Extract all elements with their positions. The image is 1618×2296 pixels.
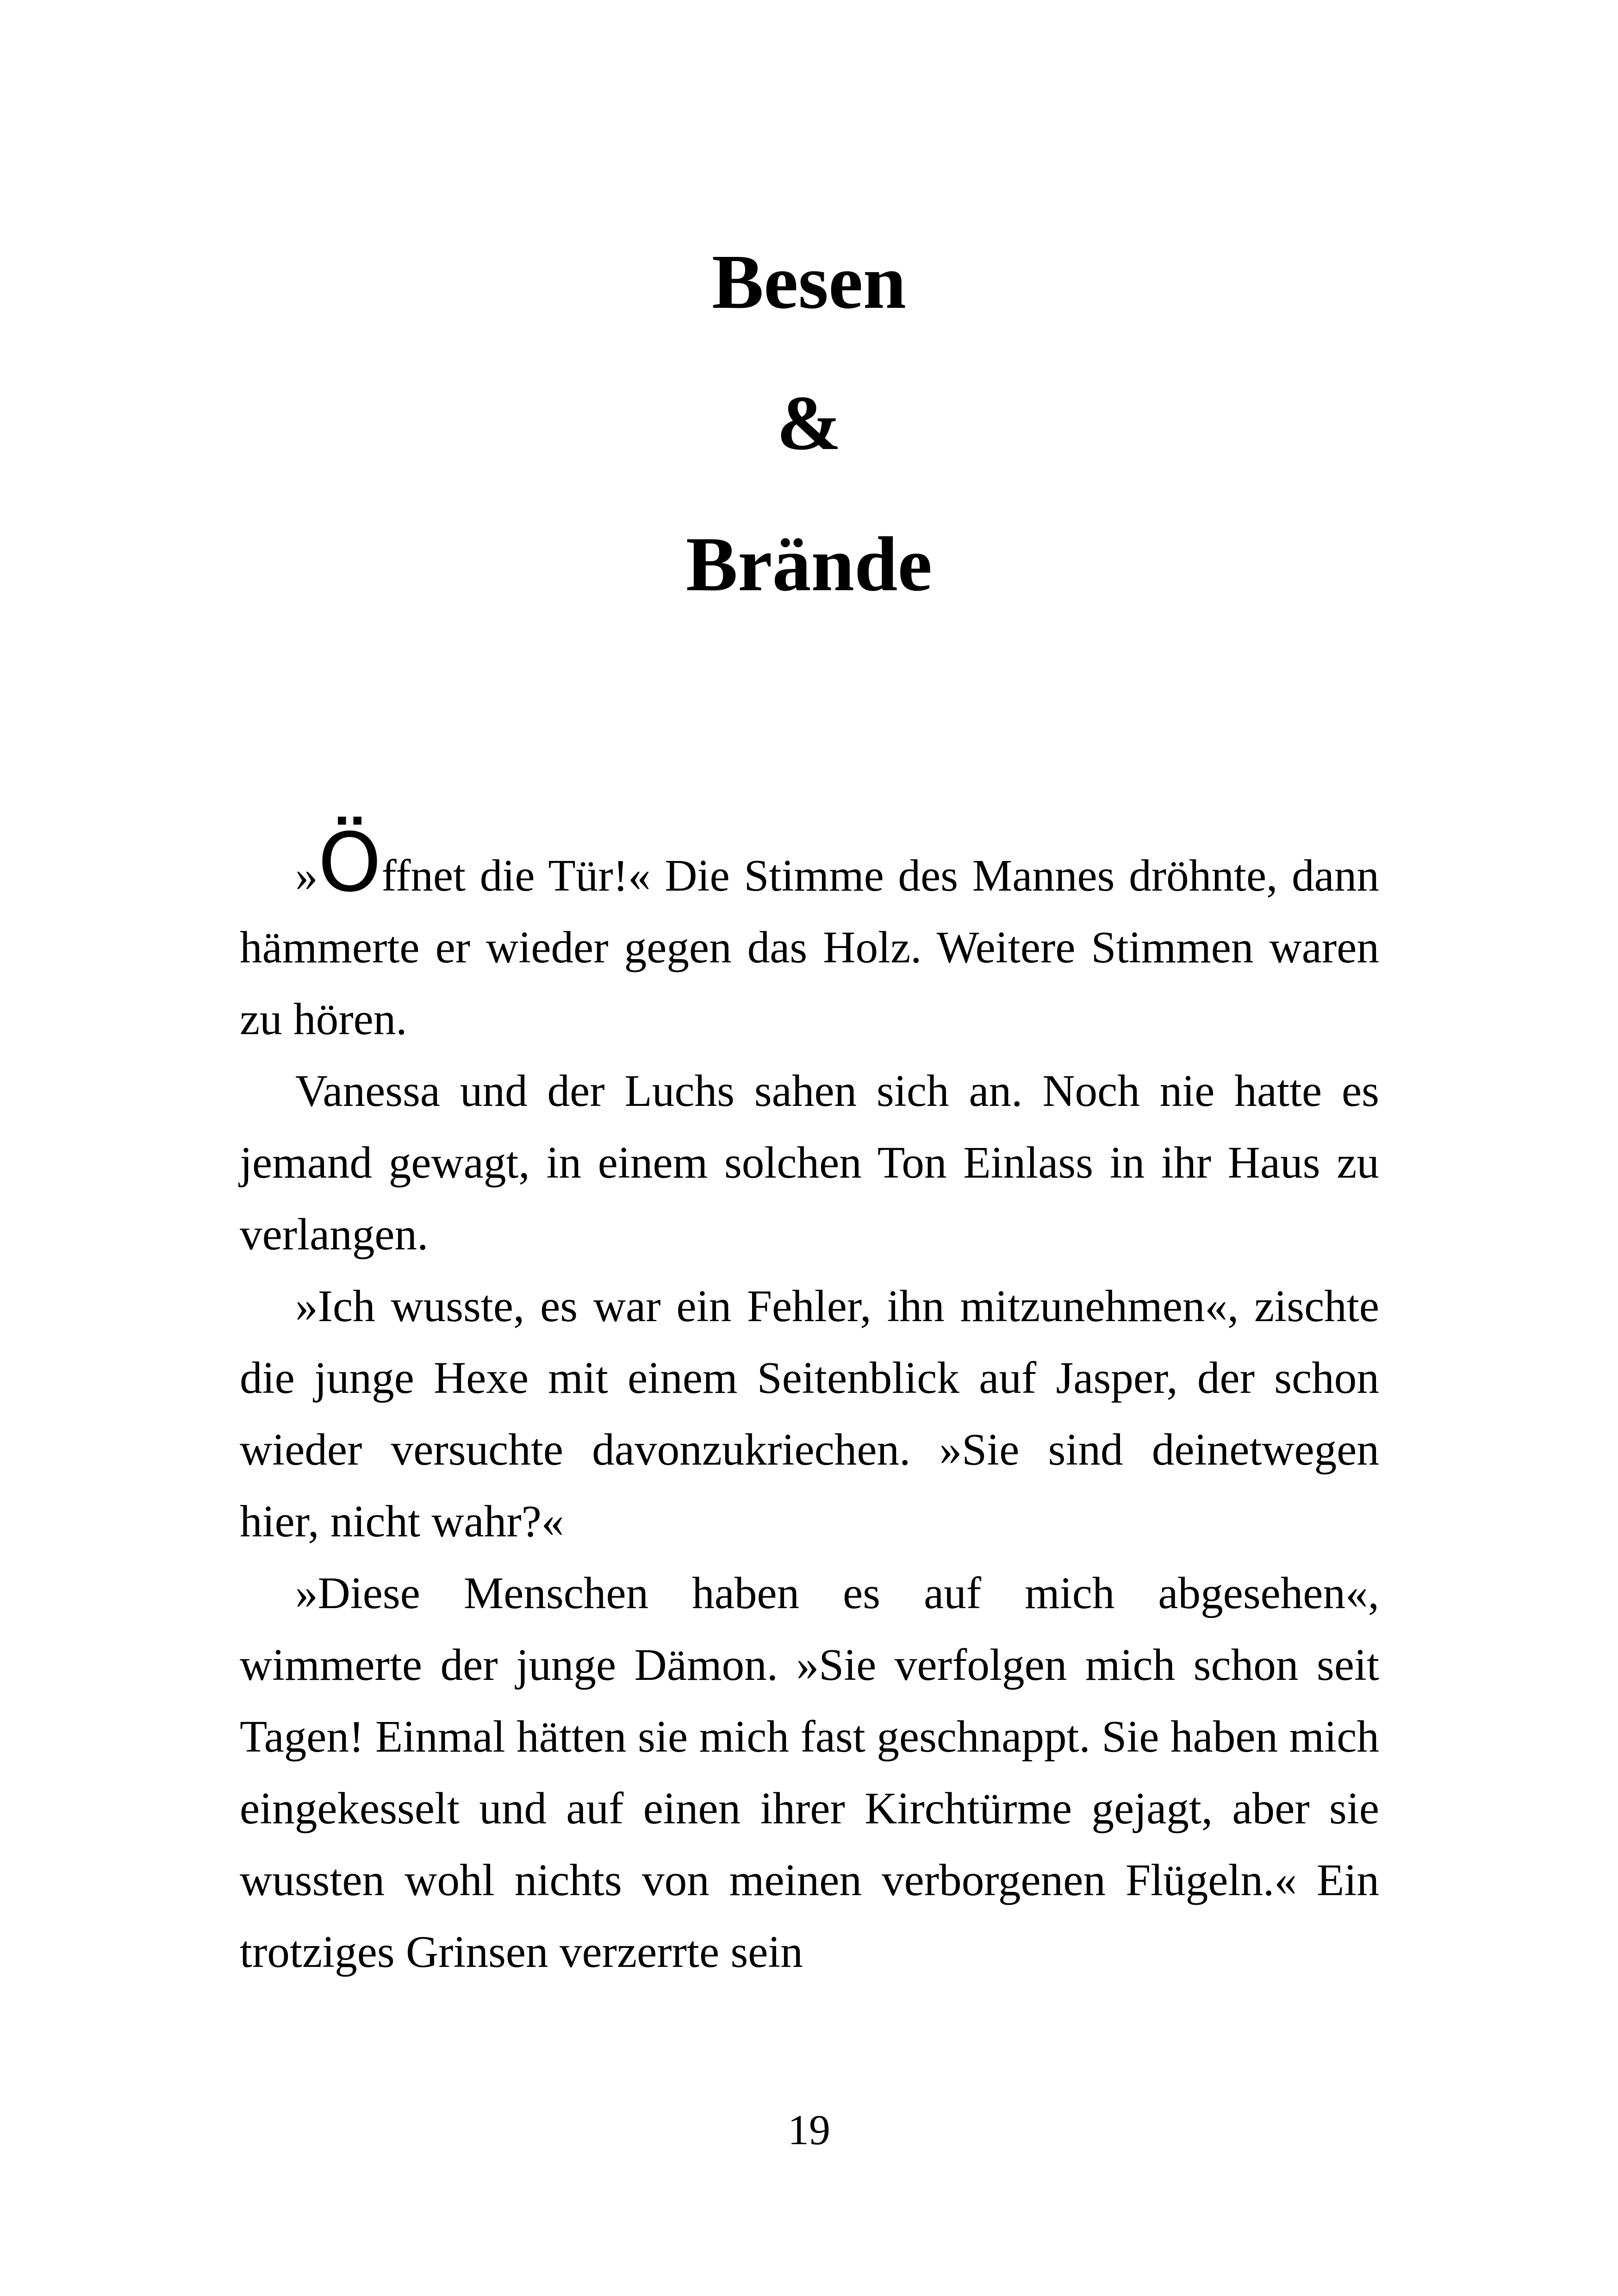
chapter-body-text [240,816,1379,1988]
paragraph: Vanessa und der Luchs sahen sich an. Noch nie hatte es jemand gewagt, in einem solchen Ton Einlass in ihr Haus zu verlangen. [240,1066,1379,1260]
paragraph: »Diese Menschen haben es auf mich abgesehen«, wimmerte der junge Dämon. »Sie verfolgen mich schon seit Tagen! Einmal hätten sie mich fast geschnappt. Sie haben mich eingekesselt und auf einen ihrer Kirchtürme gejagt, aber sie wussten wohl nichts von meinen verborgenen Flügeln.« Ein trotziges Grinsen verzerrte sein [240,1568,1379,1977]
drop-cap: Ö [317,816,382,910]
chapter-title-line-1: Besen [712,239,906,325]
chapter-title-ampersand: & [777,380,841,466]
opening-quote: » [295,851,318,901]
page-number: 19 [788,2106,830,2153]
chapter-title-line-3: Brände [685,521,933,607]
paragraph-text: ffnet die Tür!« Die Stimme des Mannes dröhnte, dann hämmerte er wieder gegen das Holz. Weitere Stimmen waren zu hören. [240,851,1379,1044]
paragraph: »Ich wusste, es war ein Fehler, ihn mitzunehmen«, zischte die junge Hexe mit einem Seitenblick auf Jasper, der schon wieder versuchte davonzukriechen. »Sie sind deinetwegen hier, nicht wahr?« [240,1281,1379,1547]
paragraph [240,816,1379,1055]
